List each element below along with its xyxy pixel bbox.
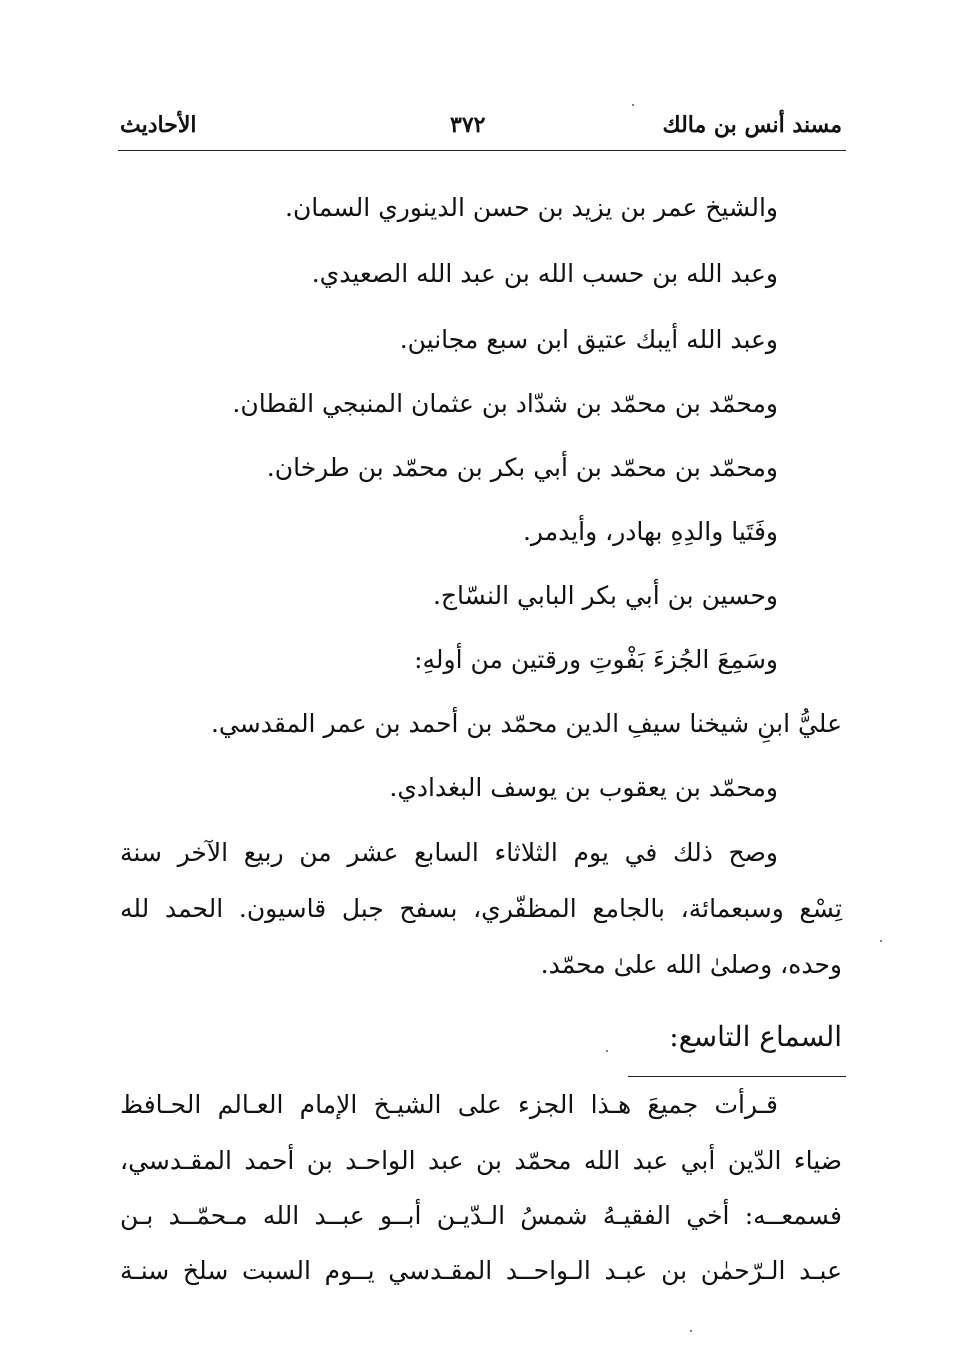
closing-paragraph-line: وصح ذلك في يوم الثلاثاء السابع عشر من ربيع الآخر سنة xyxy=(120,838,778,867)
name-line: والشيخ عمر بن يزيد بن حسن الدينوري السمان. xyxy=(285,193,778,222)
name-line: وسَمِعَ الجُزءَ بَفْوتِ ورقتين من أولهِ: xyxy=(414,645,778,674)
scan-speck xyxy=(880,940,882,942)
heading-underline xyxy=(628,1076,846,1077)
section-heading: السماع التاسع: xyxy=(669,1020,842,1053)
scan-speck xyxy=(606,1050,608,1052)
closing-paragraph-line: وحده، وصلىٰ الله علىٰ محمّد. xyxy=(540,950,842,979)
page-number: ٣٧٢ xyxy=(450,112,486,138)
section-body-line: فسمعــه: أخي الفقيـهُ شمسُ الـدّيـن أبــو عبــد الله مـحمّــد بـن xyxy=(120,1201,842,1230)
closing-paragraph-line: تِسْع وسبعمائة، بالجامع المظفّري، بسفح جبل قاسيون. الحمد لله xyxy=(120,894,842,923)
name-line: وحسين بن أبي بكر البابي النسّاج. xyxy=(432,581,778,610)
name-line: ومحمّد بن يعقوب بن يوسف البغدادي. xyxy=(389,773,778,802)
name-line: ومحمّد بن محمّد بن شدّاد بن عثمان المنبجي القطان. xyxy=(232,389,778,418)
name-line: عليُّ ابنِ شيخنا سيفِ الدين محمّد بن أحمد بن عمر المقدسي. xyxy=(210,709,842,738)
scan-speck xyxy=(690,1330,692,1332)
section-title: الأحاديث xyxy=(120,112,197,138)
name-line: وفَتَيا والدِهِ بهادر، وأيدمر. xyxy=(522,517,778,546)
section-body-line: عبـد الـرّحمٰن بن عبـد الـواحــد المقـدسي يــوم السبت سلخ سنـة xyxy=(120,1256,842,1285)
name-line: وعبد الله بن حسب الله بن عبد الله الصعيدي. xyxy=(311,259,778,288)
name-line: ومحمّد بن محمّد بن أبي بكر بن محمّد بن طرخان. xyxy=(266,453,778,482)
section-body-line: قـرأت جميعَ هـذا الجزء على الشيـخ الإمام العـالم الحـافظ xyxy=(120,1090,778,1119)
running-title: مسند أنس بن مالك xyxy=(662,112,842,138)
header-divider xyxy=(118,150,846,151)
scan-speck xyxy=(632,104,634,106)
section-body-line: ضياء الدّين أبي عبد الله محمّد بن عبد الواحـد بن أحمد المقـدسي، xyxy=(120,1146,842,1175)
name-line: وعبد الله أيبك عتيق ابن سبع مجانين. xyxy=(399,325,778,354)
